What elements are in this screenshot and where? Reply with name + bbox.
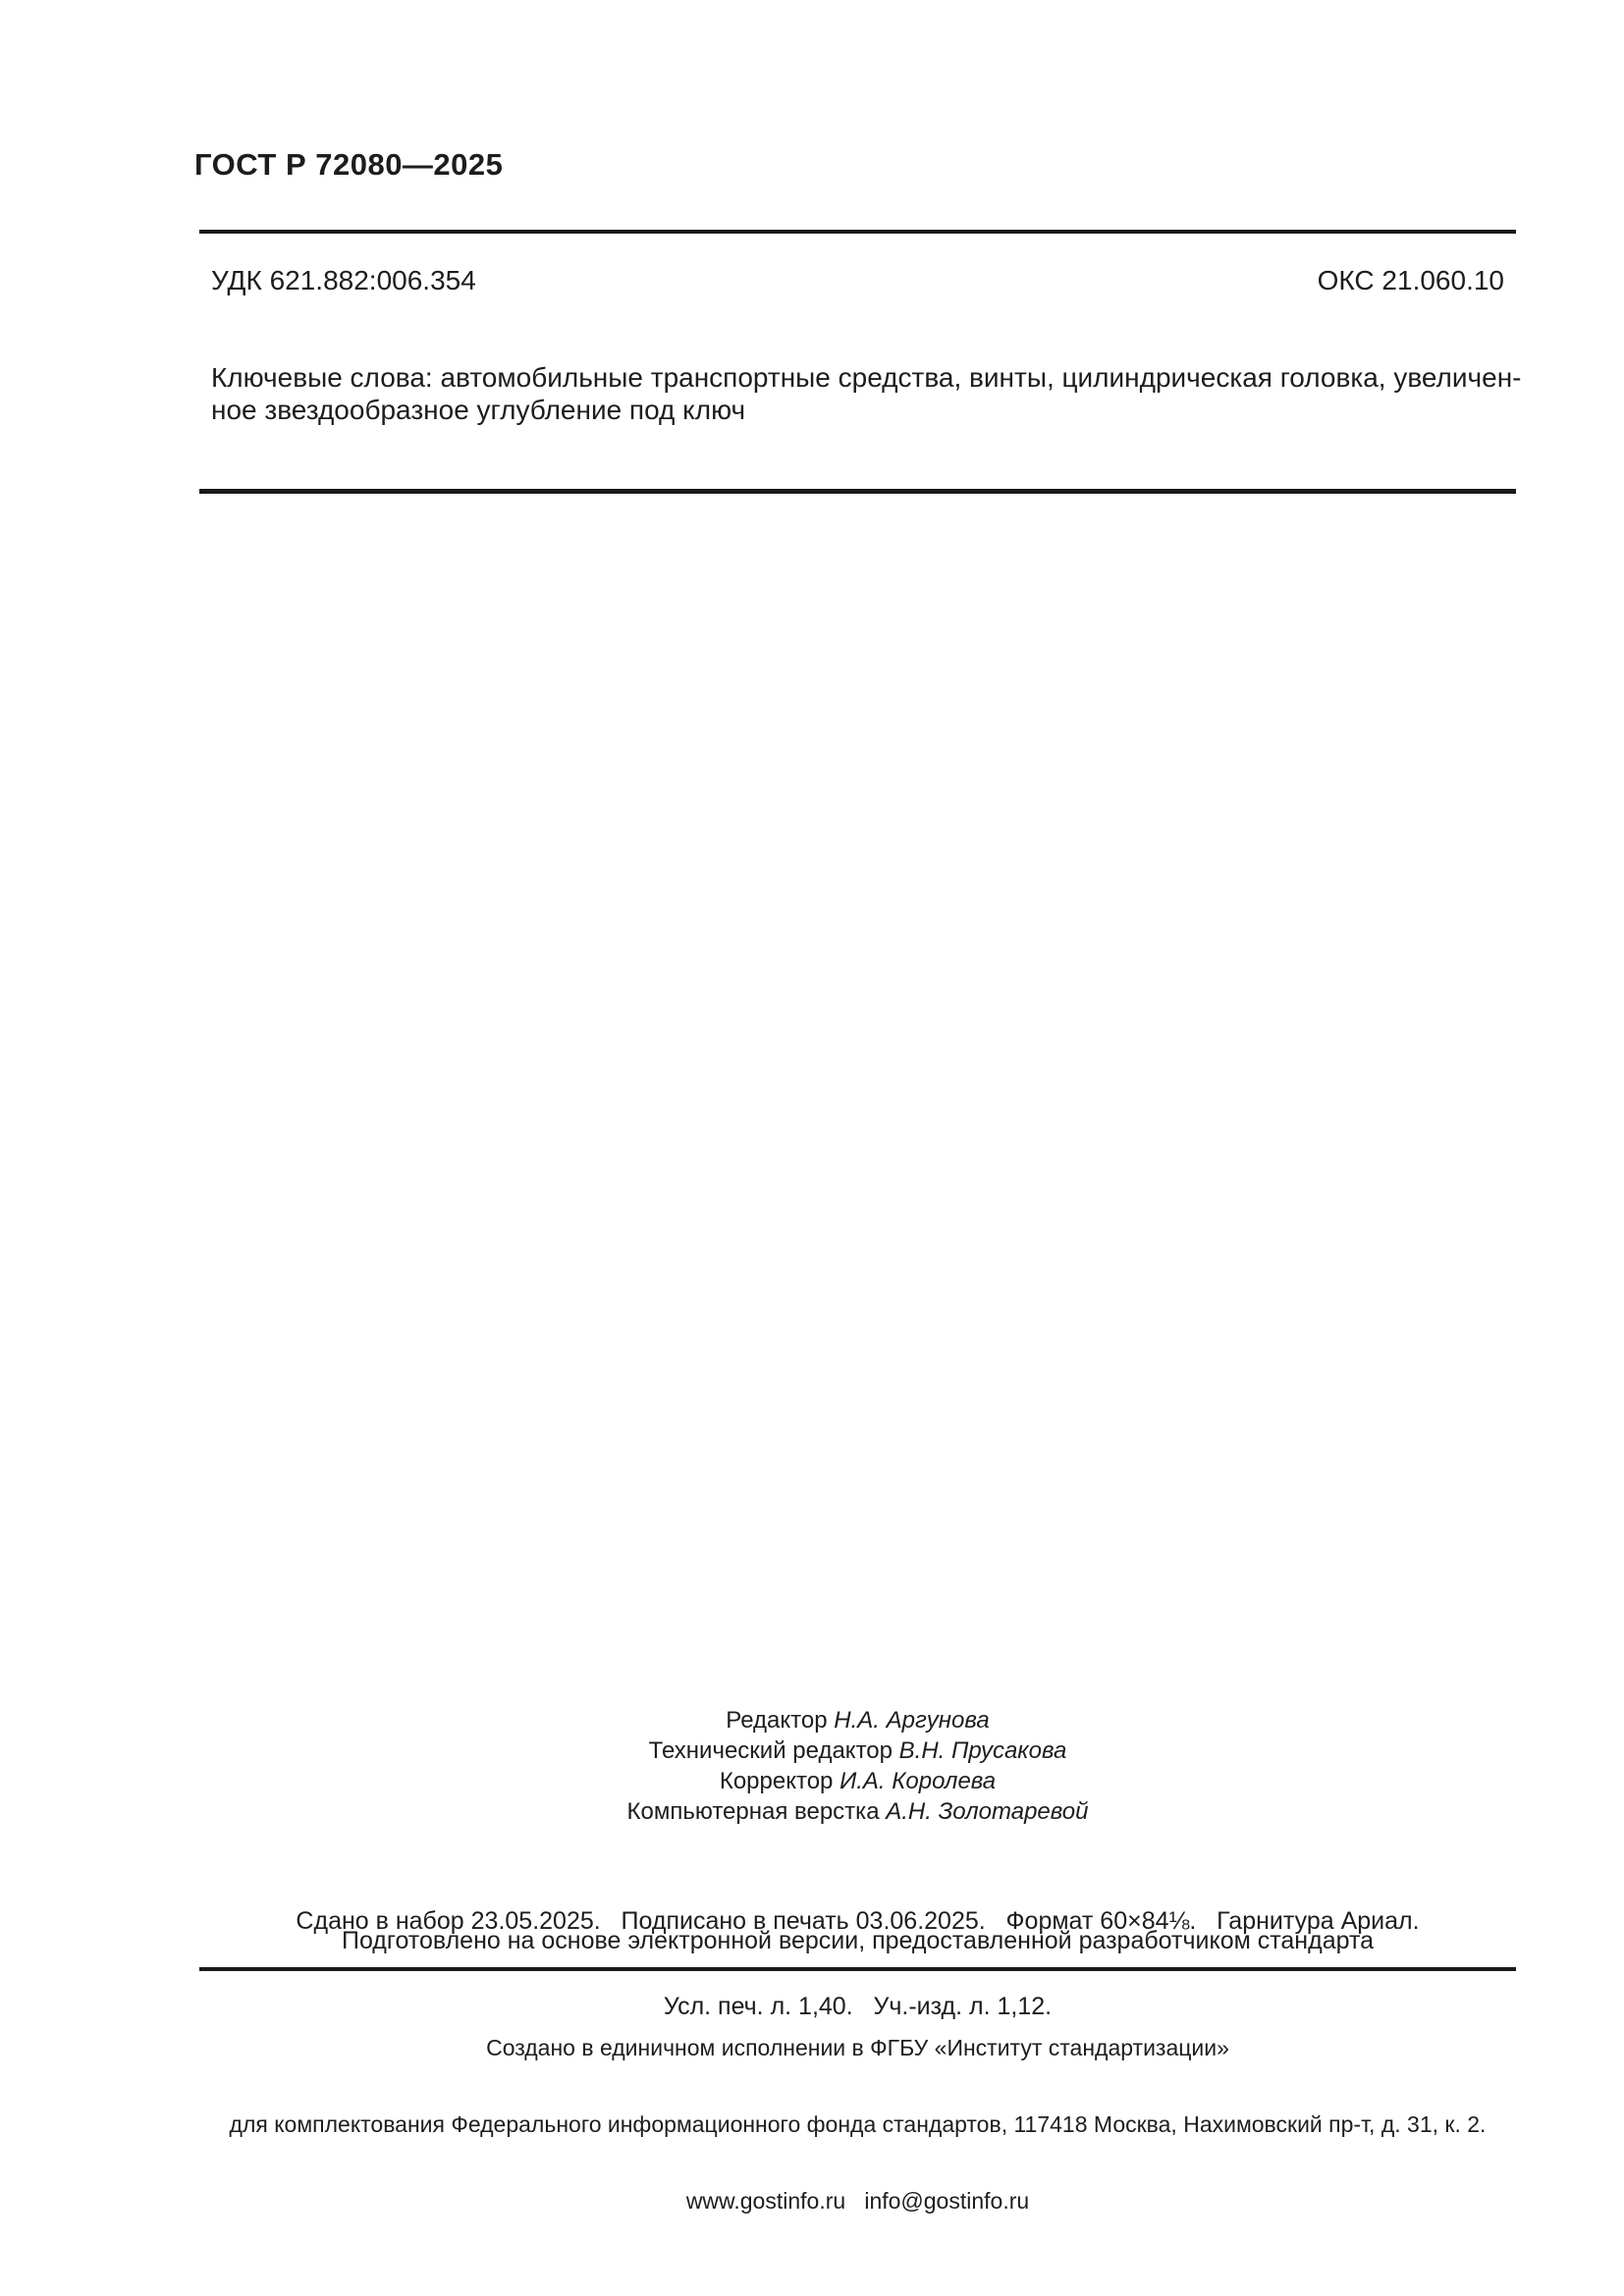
- staff-role: Компьютерная верстка: [626, 1798, 880, 1825]
- keywords-paragraph: [211, 361, 1522, 426]
- staff-line-proofreader: [199, 1766, 1516, 1796]
- staff-role: Технический редактор: [648, 1737, 893, 1764]
- staff-line-technical-editor: [199, 1735, 1516, 1766]
- prepared-note: Подготовлено на основе электронной версии, предоставленной разработчиком стандарта: [341, 1927, 1375, 1954]
- publisher-contacts: www.gostinfo.ru info@gostinfo.ru: [685, 2188, 1030, 2214]
- staff-line-editor: [199, 1705, 1516, 1735]
- staff-line-layout: [199, 1796, 1516, 1827]
- staff-name: А.Н. Золотаревой: [886, 1798, 1089, 1825]
- keywords-line-2: ное звездообразное углубление под ключ: [211, 395, 746, 425]
- staff-name: В.Н. Прусакова: [898, 1737, 1067, 1764]
- staff-role: Корректор: [719, 1768, 834, 1794]
- keywords-line-1: Ключевые слова: автомобильные транспортные средства, винты, цилиндрическая головка, увеличен-: [211, 362, 1522, 393]
- publisher-block: [199, 1984, 1516, 2265]
- staff-name: И.А. Королева: [839, 1768, 997, 1794]
- staff-credits-block: [199, 1705, 1516, 1827]
- udk-code: УДК 621.882:006.354: [211, 265, 476, 295]
- horizontal-rule-bottom: [199, 1967, 1516, 1971]
- imprint-line-1: Сдано в набор 23.05.2025. Подписано в печать 03.06.2025. Формат 60×84⅛. Гарнитура Ариал.: [296, 1907, 1420, 1935]
- horizontal-rule-top: [199, 230, 1516, 234]
- classification-row: [211, 267, 1504, 294]
- oks-code: ОКС 21.060.10: [1317, 265, 1504, 295]
- staff-name: Н.А. Аргунова: [834, 1707, 990, 1734]
- staff-role: Редактор: [726, 1707, 828, 1734]
- publisher-line-1: Создано в единичном исполнении в ФГБУ «Институт стандартизации»: [486, 2035, 1229, 2060]
- doc-code-header: ГОСТ Р 72080—2025: [194, 147, 504, 182]
- publisher-line-2: для комплектования Федерального информационного фонда стандартов, 117418 Москва, Нахимовский пр-т, д. 31, к. 2.: [229, 2111, 1487, 2137]
- imprint-line-2: Усл. печ. л. 1,40. Уч.-изд. л. 1,12.: [663, 1993, 1053, 2020]
- horizontal-rule-middle: [199, 489, 1516, 494]
